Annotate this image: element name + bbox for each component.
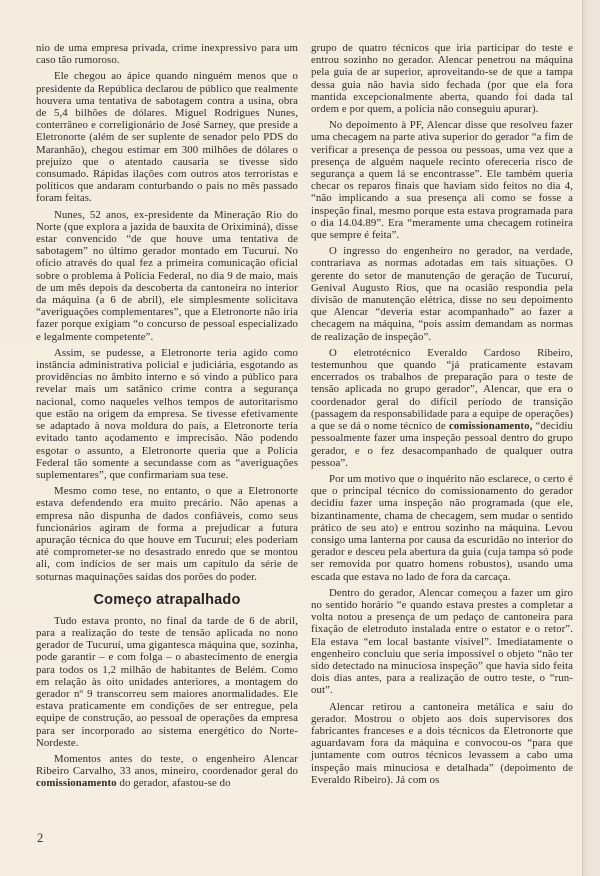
body-text: “decidiu pessoalmente fazer uma inspeção pessoal dentro do grupo gerador, e o fez desacompanhado de qualquer outra pessoa”. [311,420,573,469]
paragraph [36,753,298,790]
body-text: Assim, se pudesse, a Eletronorte teria agido como instância administrativa policial e judiciária, esgotando as providências no âmbito interno e só vindo a público para revelar mais um satânico crime contra a segurança nacional, como naqueles velhos tempos de autoritarismo que estão na origem da empresa. Se tivesse efetivamente se adaptado à nova moldura do país, a Eletronorte teria evitado tanto açodamento e imprecisão. Não podendo esgotar o assunto, a Eletronorte queria que a Polícia Federal tão somente a secundasse com as “averiguações suplementares”, que confirmariam sua tese. [36,346,298,481]
body-text: Ele chegou ao ápice quando ninguém menos que o presidente da República declarou de público que realmente houvera uma tentativa de sabotagem contra a usina, obra de 5,4 bilhões de dólares. Miguel Rodrigues Nunes, conterrâneo e correligionário de José Sarney, que preside a Eletronorte (além de ser suplente de senador pelo PDS do Maranhão), chegou estimar em 300 milhões de dólares o prejuízo que o atentado causaria se tivesse sido consumado. Rápidas ilações com outros atos terroristas e políticos que andaram conturbando o país no mês passado foram feitas. [36,70,298,205]
body-text: Começo atrapalhado [93,591,241,608]
paragraph [36,615,298,749]
bold-text: comissionamento [36,777,117,790]
paragraph [36,209,298,343]
paragraph [311,347,573,469]
paragraph [36,485,298,583]
page-body [36,42,573,794]
paragraph [36,347,298,481]
paragraph [36,42,298,66]
scan-page-edge [582,0,600,876]
bold-text: comissionamento, [448,420,533,433]
body-text: do gerador, afastou-se do [116,777,231,790]
paragraph [311,245,573,343]
paragraph [36,70,298,204]
body-text: Momentos antes do teste, o engenheiro Alencar Ribeiro Carvalho, 33 anos, mineiro, coordenador geral do [36,752,298,778]
body-text: Tudo estava pronto, no final da tarde de 6 de abril, para a realização do teste de tensão aplicada no nono gerador de Tucuruí, uma gigantesca máquina que, sozinha, pode garantir – e com folga – o abastecimento de energia para todos os 1,2 milhão de habitantes de Belém. Como em relação às oito unidades anteriores, a montagem do gerador nº 9 transcorreu sem maiores anormalidades. Ele estava praticamente em condições de ser entregue, pela equipe de construção, ao pessoal de operações da empresa para ser incorporado ao sistema energético do Norte-Nordeste. [36,614,298,749]
paragraph [311,473,573,583]
body-text: nio de uma empresa privada, crime inexpressivo para um caso tão rumoroso. [36,42,298,67]
paragraph [311,42,573,115]
body-text: Mesmo como tese, no entanto, o que a Eletronorte estava defendendo era muito precário. Não apenas a empresa não dispunha de dados confiáveis, como seus funcionários agiram de forma a prejudicar a futura apuração técnica do que houve em Tucuruí; eles poderiam até comprometer-se no desastrado enredo que se montou ali, com indícios de ser mais um capítulo da série de soturnas maquinações saídas dos porões do poder. [36,485,298,583]
body-text: Nunes, 52 anos, ex-presidente da Mineração Rio do Norte (que explora a jazida de bauxita de Oriximiná), disse estar convencido “de que houve uma tentativa de sabotagem” no último gerador montado em Tucuruí. No ofício através do qual fez a primeira comunicação oficial sobre o problema à Polícia Federal, no dia 9 de maio, mais de um mês depois da descoberta da cantoneira no interior da máquina (a 6 de abril), ele simplesmente solicitava “averiguações complementares”, que a Eletronorte não iria fazer porque exigiam “o concurso de pessoal especializado e legalmente competente”. [36,208,298,343]
body-text: O eletrotécnico Everaldo Cardoso Ribeiro, testemunhou que quando “já praticamente estavam encerrados os trabalhos de preparação para o teste de tensão aplicada no grupo gerador”, Alencar, que era o coordenador geral do difícil período de transição (passagem da responsabilidade para a equipe de operações) a que se dá o nome técnico de [311,346,574,433]
paragraph [311,587,573,697]
body-text: Alencar retirou a cantoneira metálica e saiu do gerador. Mostrou o objeto aos dois supervisores dos fabricantes franceses e a dois técnicos da Eletronorte que aguardavam fora da máquina e convocou-os “para que juntamente com outros técnicos levassem a cabo uma inspeção mais minuciosa e detalhada” (depoimento de Everaldo Ribeiro). Já com os [311,700,573,786]
body-text: O ingresso do engenheiro no gerador, na verdade, contrariava as normas adotadas em tais situações. O gerente do setor de manutenção de geração de Tucuruí, Genival Augusto Rios, que na ocasião respondia pela divisão de manutenção elétrica, disse no seu depoimento que Alencar “deveria estar acompanhado” ao fazer a checagem na máquina, “pois assim demandam as normas de realização de inspeção”. [311,245,573,343]
body-text: Dentro do gerador, Alencar começou a fazer um giro no sentido horário “e quando estava prestes a completar a volta notou a presença de um pedaço de cantoneira para fixação de eletroduto instalada entre o estator e o retor”. Ela estava “em local bastante visível”. Imediatamente o engenheiro concluiu que seria impossível o objeto “não ter sido detectado na minuciosa inspeção” que havia sido feita dois dias antes, para a realização de outro teste, o “run-out”. [311,586,573,697]
right-column [311,42,573,794]
paragraph [311,701,573,786]
left-column [36,42,298,794]
body-text: No depoimento à PF, Alencar disse que resolveu fazer uma checagem na parte ativa superior do gerador “a fim de verificar a presença de pessoa ou pessoas, uma vez que a presença de alguém naquele recinto ofereceria risco de segurança a quem lá se encontrasse”. Ele também queria checar os reparos finais que haviam sido feitos no dia 4, “não implicando a sua presença ali como se fosse a inspeção final, mesmo porque esta estava programada para o dia 14.04.89”. Era “meramente uma checagem rotineira que sempre é feita”. [311,119,573,242]
body-text: grupo de quatro técnicos que iria participar do teste e entrou sozinho no gerador. Alencar penetrou na máquina pela guia de ar superior, aproveitando-se de que a tampa dessa guia não havia sido fechada (por que ela fora mantida excepcionalmente aberta, quando foi dada tal ordem e por quem, a polícia não conseguiu apurar). [311,42,573,116]
body-text: Por um motivo que o inquérito não esclarece, o certo é que o principal técnico do comissionamento do gerador decidiu fazer uma inspeção não programada (que ele, bizantinamente, chama de checagem, sem mudar o sentido prático de seu ato) e entrou sozinho na máquina. Levou consigo uma lanterna por causa da escuridão no interior do gerador e desceu pela abertura da guia (cuja tampa só pode ser removida por quatro homens robustos), usando uma escada que estava no lado de fora da carcaça. [311,472,573,583]
page-number: 2 [37,831,44,845]
section-heading [36,592,298,608]
paragraph [311,119,573,241]
